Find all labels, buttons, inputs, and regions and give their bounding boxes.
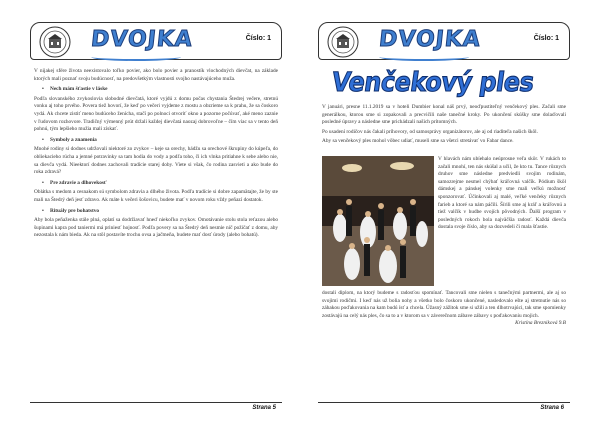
magazine-logo: DVOJKA [89,27,195,52]
article-intro [322,104,566,148]
left-page [30,8,282,416]
intro-paragraph: V nijakej sfére života neexistovalo toľko povier, ako bolo povier a pranostík vlochodných dievčat, na základe ktorých mali poznať svoju budúcnosť, na predovšetkým vlastnosti svojho nastávajúceho muža. [34,68,278,82]
footer-divider [318,402,570,403]
issue-number: Číslo: 1 [533,35,559,42]
intro-paragraph: V januári, presne 11.1.2019 sa v hoteli Dumbier konal náš prvý, neoďpustiteľný venčekový ples. Začali sme generálkou, ktorou sme si zopakovali a precvičili naše tanečné kroky. Po ukončení skúšky sme dolaďovali posledné úpravy a následne sme prichádzali našich prítomných. [322,104,566,126]
page-header [30,22,282,60]
page-footer [30,402,282,416]
page-number: Strana 6 [540,405,564,411]
dancers-photo-image [322,156,434,286]
section-heading: • Pre zdravie a dlhovekosť [34,180,278,188]
article-wrap-text: V hlavách nám ubíehalo neúprosne veľa skôr. V rukách to začali mnohí, ten nás skúšal a učil, že kto tu. Tance rôznych druhov sme následne predviedli svojim rodinám, samozrejme nesmel chýbať kráľovná valčík. Pódium škôl dámskej a pánskej volenky sme mali veľkú možnosť sponzorovať. Účinkovali aj malé, veľké venčeky rôznych farieb a ktoré sa nám páčili. Šírili sme aj kráľ a kráľovnú a tiež valčík v hudbe svojích pôvodných. Ďalší program v posledných rokoch bola najväčšia radosť. Každá dievča dostala svoje číslo, aby sa dozvedeli či mala šťastie. [438,156,566,231]
issue-number: Číslo: 1 [245,35,271,42]
article-title [329,66,562,98]
footer-divider [30,402,282,403]
section-heading: • Nech mám šťastie v láske [34,86,278,94]
section-text: Oblátka s medom a cesnakom sú symbolom zdravia a dlhého života. Podľa tradície si dobre zapamätajte, že by ste mali na Štedrý deň jesť zdravo. Ak máte k večeri šošovicu, budete mať v novom roku vždy peňazí dostatok. [34,189,278,203]
section-heading: • Rituály pre bohatstvo [34,208,278,216]
school-crest-icon [327,26,359,58]
page-footer [318,402,570,416]
author-signature: Kristína Brezniková 9.B [515,320,566,327]
right-page [318,8,570,416]
section-text: Podľa slovanského zvykoslovia slobodné dievčatá, ktoré vyjdú z domu počas chystania Štedrej večere, stretnú vonku aj toho prvého. Povera tiež hovorí, že keď po večeri vyjdeme z mostu a obzrieme sa k prahu, že sa čoskoro vydá. Ak chcete zistiť meno budúceho ženícha, stačí po polnoci otvoriť okno a pozorne počúvať, aké meno zaznie v ľudovom rozhovore. Tradičný výmenný prút držali každej dievčatá naozaj dobrovoľne – čím viac sa v tento deň pohnú, tým lepšieho mužia mali získať. [34,95,278,133]
tail-paragraph: dostali diplom, na ktorý budeme s radosťou spomínať. Tancovali sme nielen s tanečnými partnermi, ale aj so svojimi rodičmi. I keď nás už bolia nohy a všetko bolo čoskoro ukončené, nasledovalo ešte aj stretnutie nás so záhakou poďakovania na kam budú ísť a chcela. Úžasný zážitok sme si užili a ten dlhotrvajúci, tak sme spomienky zostávajú na celý nás ples, čo sa to a v ktorom sa v záverečnom zábave zábavy s poďakovaniu mojich. [322,290,566,319]
section-text: Mnohé rodiny si dodnes udržovali niektoré zo zvykov – keje sa orechy, hádžu sa orechové škrupiny do kúpeľa, do obliekacieho rúcha a jemné potravinky sa tam hodia do vody a podľa toho, či ich vlnka pritiahne k sebe alebo nie, sa dievča vydá. Nieektorí dodnes zachovali tradície starej doby. Viete si však, čo rodina zasvieti a ako bude do roka zdravá? [34,146,278,176]
school-crest-icon [39,26,71,58]
intro-paragraph: Po usadení rodičov nás čakali príhovory, od samosprávy organizátorov, ale aj od riaditeľa našich škôl. [322,128,538,135]
article-body [34,68,278,242]
page-header [318,22,570,60]
section-text: Aby bola peňaženka stále plná, oplatí sa dodržiavať hneď niekoľko zvykov. Omotávanie stolu stola reťazou alebo šupinami kapra pod taniermi má priniesť hojnosť. Podľa povery sa na Štedrý deň nesmie nič požičať z domu, aby nezostala k nám bieda. Ak na stôl postavíte trochu ovsa a jačmeňa, budete mať dosť úrody (alebo bohatú). [34,217,278,239]
intro-paragraph: Aby sa venčekový ples mohol vôbec udiať, museli sme sa všetci stretávať vo Fabar dance. [322,138,514,145]
magazine-logo: DVOJKA [377,27,483,52]
article-title-text: Venčekový ples [329,66,536,98]
section-heading: • Symboly a znamenia [34,137,278,145]
ball-photo [322,156,434,286]
article-tail [322,290,566,328]
page-number: Strana 5 [252,405,276,411]
